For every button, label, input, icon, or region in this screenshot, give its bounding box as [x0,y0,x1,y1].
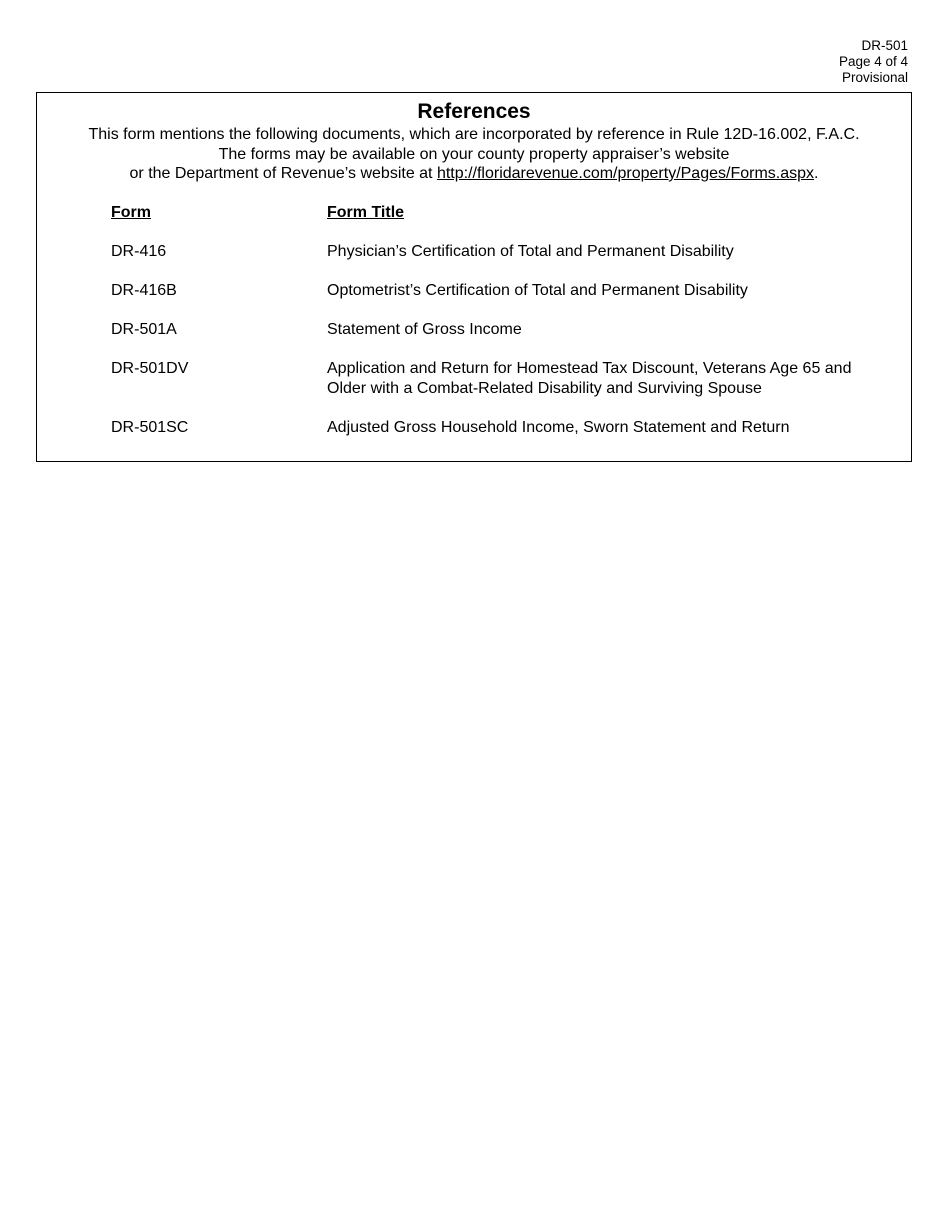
form-title-cell [327,359,901,398]
form-title-line: Older with a Combat-Related Disability and Surviving Spouse [327,379,762,397]
form-number-cell: DR-501SC [111,418,189,436]
intro-line-1: This form mentions the following documents, which are incorporated by reference in Rule 12D-16.002, F.A.C. [88,126,860,143]
form-number-cell: DR-416 [111,243,167,260]
table-row [111,418,901,438]
references-intro [37,125,911,184]
references-title: References [417,100,531,123]
form-title-cell [327,242,901,262]
form-title-line: Adjusted Gross Household Income, Sworn Statement and Return [327,418,790,436]
form-title-cell [327,320,901,340]
intro-line-3-prefix: or the Department of Revenue’s website at [129,165,437,182]
form-title-line: Physician’s Certification of Total and Permanent Disability [327,243,734,260]
references-box [36,92,912,462]
table-row [111,242,901,262]
column-header-form-title: Form Title [327,204,405,221]
intro-line-2: The forms may be available on your county property appraiser’s website [218,145,730,163]
form-title-cell [327,418,901,438]
form-number-cell: DR-501DV [111,360,189,377]
form-title-line: Statement of Gross Income [327,321,522,338]
table-row [111,359,901,398]
page-info: Page 4 of 4 [838,54,908,69]
table-row [111,281,901,301]
page-header [839,38,908,86]
references-table [111,203,901,457]
table-row [111,320,901,340]
form-title-line: Application and Return for Homestead Tax Discount, Veterans Age 65 and [327,360,852,377]
form-status: Provisional [841,70,908,85]
intro-line-3 [37,164,911,184]
dor-forms-link[interactable]: http://floridarevenue.com/property/Pages/Forms.aspx [436,165,815,182]
references-table-header [111,203,901,223]
form-number-cell: DR-416B [111,282,177,299]
form-title-line: Optometrist’s Certification of Total and Permanent Disability [327,282,748,299]
intro-line-3-suffix: . [814,165,819,182]
form-number: DR-501 [861,38,908,53]
form-title-cell [327,281,901,301]
form-number-cell: DR-501A [111,321,177,338]
column-header-form: Form [111,204,151,221]
